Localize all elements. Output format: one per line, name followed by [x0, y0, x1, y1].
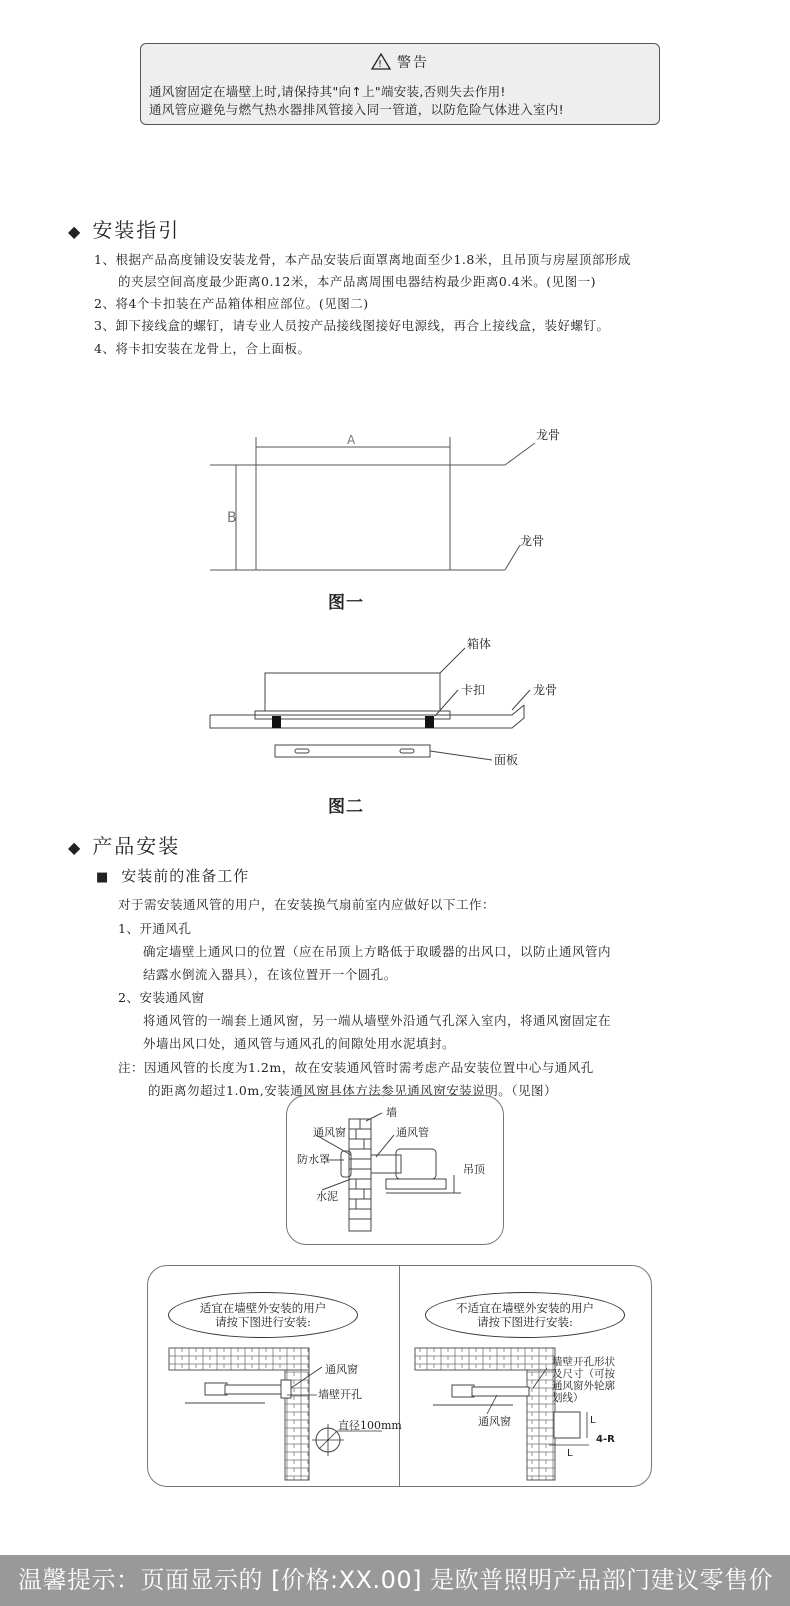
square-bullet-icon: ■	[96, 870, 110, 885]
figure4-dim-l-vertical: L	[590, 1415, 596, 1426]
item2-line2: 外墙出风口处，通风管与通风孔的间隙处用水泥填封。	[143, 1036, 456, 1051]
guide-step-2: 2、将4个卡扣装在产品箱体相应部位。(见图二)	[94, 296, 369, 311]
figure3-wall-label: 墙	[386, 1106, 397, 1119]
figure2-keel-label: 龙骨	[533, 683, 558, 697]
figure4-dim-l-horizontal: L	[567, 1448, 573, 1459]
guide-step-4: 4、将卡扣安装在龙骨上，合上面板。	[94, 341, 311, 356]
figure4-left-hole-label: 墙壁开孔	[318, 1388, 362, 1401]
figure2-box-label: 箱体	[467, 637, 492, 651]
warning-title: ! 警告	[141, 52, 659, 72]
figure3-cement-label: 水泥	[316, 1190, 338, 1203]
figure1-label-b: B	[227, 510, 237, 526]
warning-triangle-icon	[371, 53, 391, 70]
item1-line1: 确定墙壁上通风口的位置（应在吊顶上方略低于取暖器的出风口，以防止通风管内	[143, 944, 612, 959]
figure1-label-a: A	[347, 433, 356, 447]
warning-line-2: 通风管应避免与燃气热水器排风管接入同一管道，以防危险气体进入室内!	[149, 102, 564, 117]
figure4-right-vent-label: 通风窗	[478, 1415, 511, 1428]
warning-box	[140, 43, 660, 125]
note-line2: 的距离勿超过1.0m,安装通风窗具体方法参见通风窗安装说明。（见图）	[148, 1083, 557, 1098]
install-guide-heading: ◆ 安装指引	[68, 218, 181, 242]
guide-step-3: 3、卸下接线盒的螺钉，请专业人员按产品接线图接好电源线，再合上接线盒，装好螺钉。	[94, 318, 610, 333]
figure3-vent-window-label: 通风窗	[313, 1126, 346, 1139]
figure2-caption: 图二	[328, 797, 364, 817]
item1-line2: 结露水倒流入器具），在该位置开一个圆孔。	[143, 967, 397, 982]
diamond-bullet-icon: ◆	[68, 222, 83, 241]
footer-price-notice: 温馨提示：页面显示的 [价格:XX.00] 是欧普照明产品部门建议零售价	[0, 1555, 790, 1606]
figure4-right-bubble: 不适宜在墙壁外安装的用户 请按下图进行安装:	[425, 1292, 625, 1338]
figure4-right-note: 墙壁开孔形状 及尺寸（可按 通风窗外轮廓 划线）	[552, 1356, 615, 1404]
figure1-keel-bottom: 龙骨	[520, 534, 545, 548]
figure4-left-vent-label: 通风窗	[325, 1363, 358, 1376]
item1-title: 1、开通风孔	[118, 921, 192, 936]
figure1-keel-top: 龙骨	[536, 428, 561, 442]
svg-text:!: !	[377, 59, 385, 70]
prep-intro: 对于需安装通风管的用户，在安装换气扇前室内应做好以下工作：	[118, 897, 496, 912]
figure4-left-bubble: 适宜在墙壁外安装的用户 请按下图进行安装:	[168, 1292, 358, 1338]
guide-step-1: 1、根据产品高度铺设安装龙骨，本产品安装后面罩离地面至少1.8米，且吊顶与房屋顶部形成	[94, 252, 631, 267]
figure3-ceiling-label: 吊顶	[463, 1163, 485, 1176]
figure2-panel-label: 面板	[494, 753, 519, 767]
item2-title: 2、安装通风窗	[118, 990, 205, 1005]
figure1-caption: 图一	[328, 593, 364, 613]
guide-step-1-cont: 的夹层空间高度最少距离0.12米，本产品离周围电器结构最少距离0.4米。(见图一)	[118, 274, 596, 289]
figure3-vent-pipe-label: 通风管	[396, 1126, 429, 1139]
figure3-rain-cover-label: 防水罩	[297, 1153, 330, 1166]
prep-heading: ■ 安装前的准备工作	[96, 867, 250, 885]
figure1-diagram	[200, 425, 580, 585]
warning-line-1: 通风窗固定在墙壁上时,请保持其"向↑上"端安装,否则失去作用!	[149, 84, 506, 99]
product-install-heading: ◆ 产品安装	[68, 834, 181, 858]
figure2-clip-label: 卡扣	[461, 683, 486, 697]
figure4-left-diameter-label: 直径100mm	[338, 1419, 402, 1432]
figure4-dim-4r: 4-R	[596, 1434, 615, 1445]
item2-line1: 将通风管的一端套上通风窗，另一端从墙壁外沿通气孔深入室内，将通风窗固定在	[143, 1013, 612, 1028]
diamond-bullet-icon: ◆	[68, 838, 83, 857]
note-line1: 注：因通风管的长度为1.2m，故在安装通风管时需考虑产品安装位置中心与通风孔	[118, 1060, 594, 1075]
